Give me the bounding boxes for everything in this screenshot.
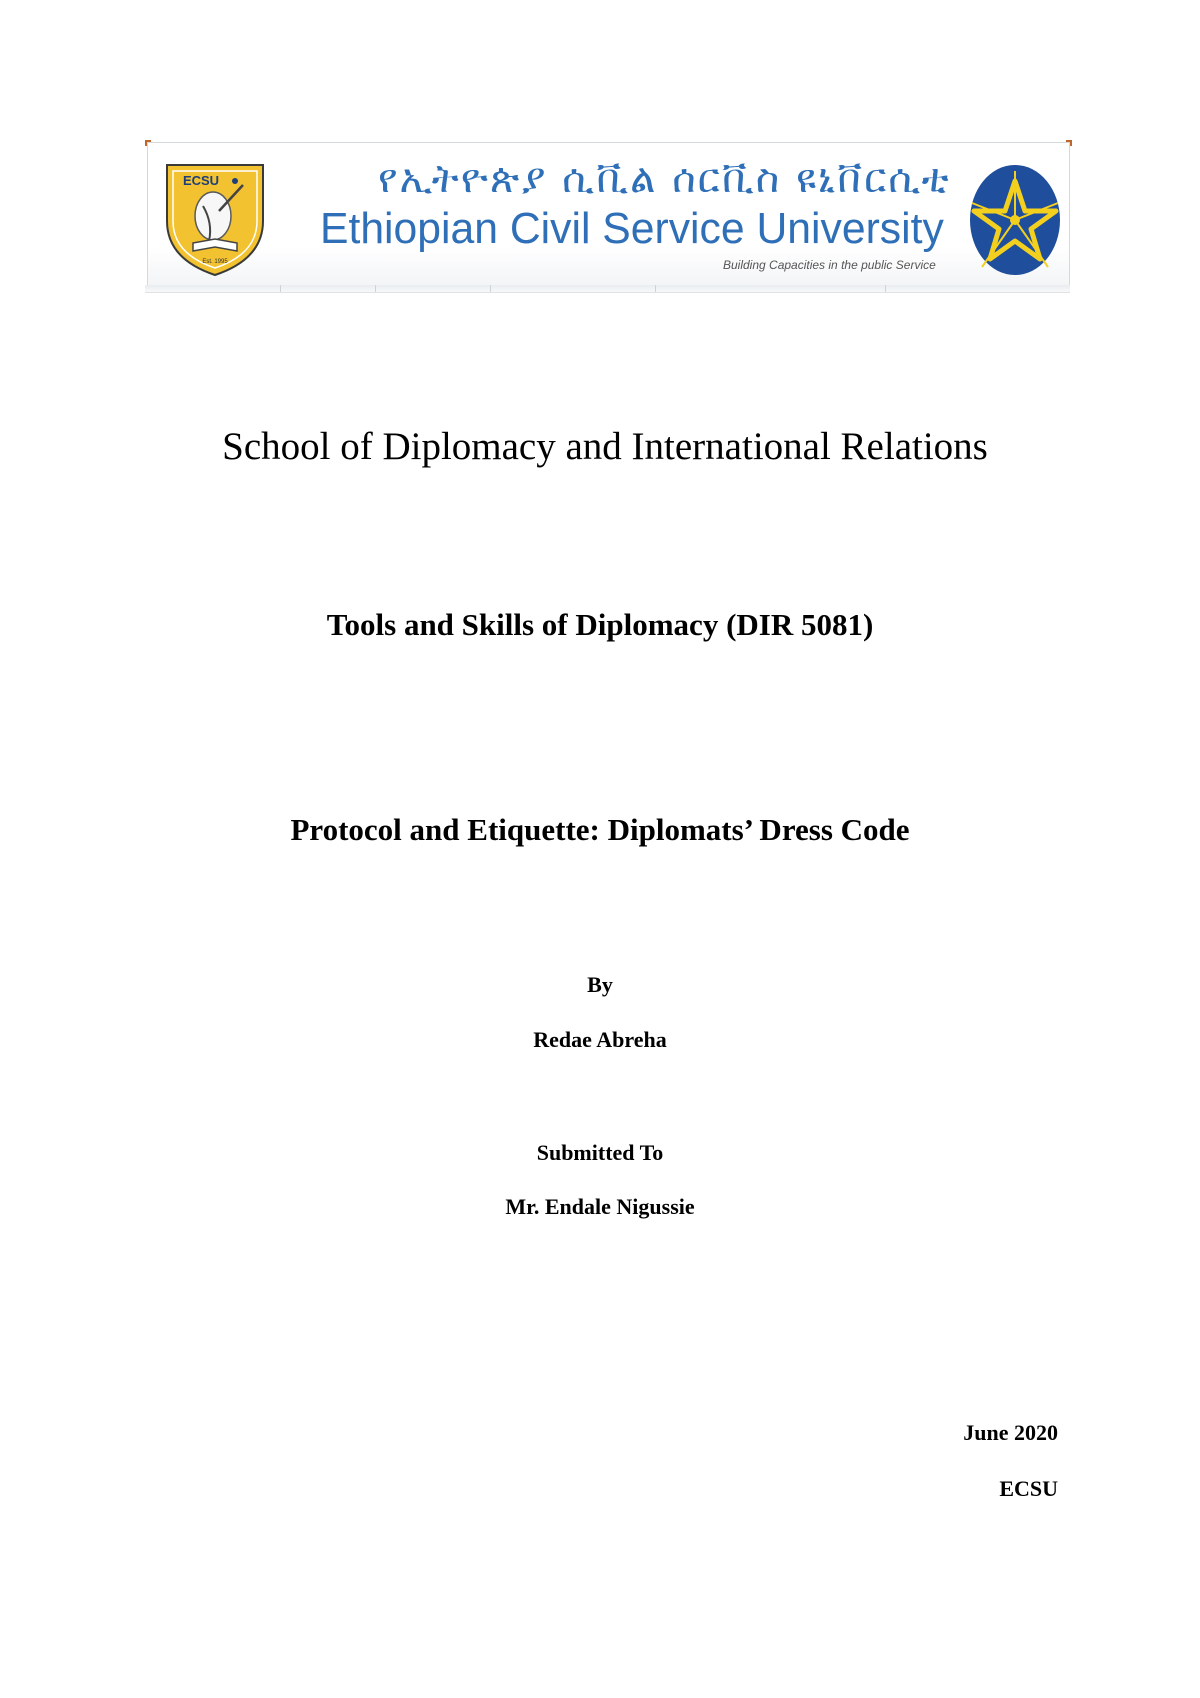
school-name: School of Diplomacy and International Relations — [222, 425, 988, 468]
supervisor-name: Mr. Endale Nigussie — [505, 1194, 695, 1219]
course-title: Tools and Skills of Diplomacy (DIR 5081) — [326, 607, 874, 642]
author-name: Redae Abreha — [533, 1027, 667, 1052]
by-label: By — [587, 972, 613, 997]
university-tagline: Building Capacities in the public Service — [723, 258, 936, 272]
ecsu-shield-icon — [163, 161, 267, 278]
submission-date: June 2020 — [963, 1420, 1058, 1445]
paper-topic: Protocol and Etiquette: Diplomats’ Dress Code — [290, 812, 910, 847]
svg-text:Est. 1995: Est. 1995 — [202, 259, 228, 265]
submitted-to-label: Submitted To — [536, 1140, 664, 1165]
banner-nav-strip — [145, 285, 1070, 293]
institution-abbreviation: ECSU — [999, 1476, 1058, 1501]
shield-label: ECSU — [182, 173, 220, 188]
university-banner — [147, 142, 1070, 292]
university-name-english: Ethiopian Civil Service University — [320, 204, 944, 253]
ethiopian-star-emblem-icon — [968, 163, 1062, 277]
university-name-amharic: የኢትዮጵያ ሲቪል ሰርቪስ ዩኒቨርሲቲ — [378, 156, 951, 202]
